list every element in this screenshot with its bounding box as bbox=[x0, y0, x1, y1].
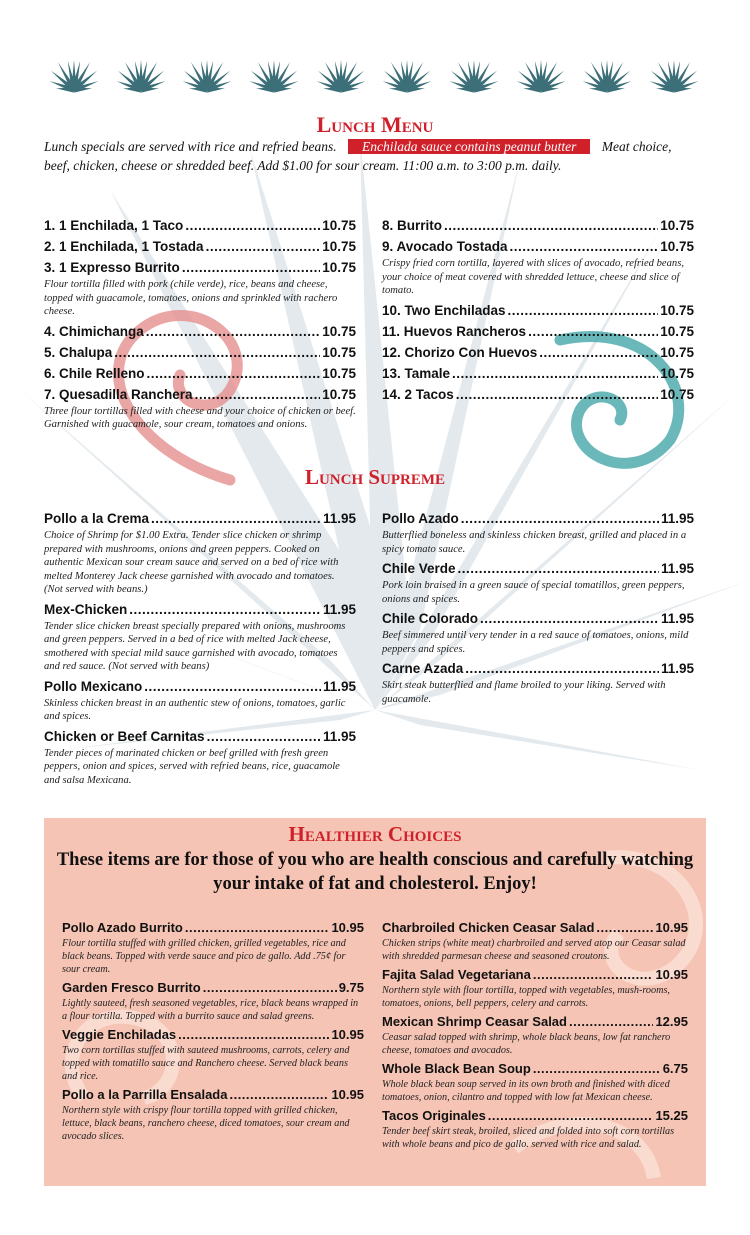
menu-item bbox=[382, 321, 694, 342]
menu-item-price: 10.75 bbox=[322, 344, 356, 360]
menu-item-price: 10.75 bbox=[660, 323, 694, 339]
menu-item-row bbox=[382, 965, 688, 984]
menu-item-row bbox=[382, 236, 694, 257]
menu-item bbox=[382, 1106, 688, 1151]
menu-item-name: 10. Two Enchiladas bbox=[382, 302, 506, 318]
menu-item-name: 5. Chalupa bbox=[44, 344, 113, 360]
menu-item-description: Skirt steak butterflied and flame broiled to your liking. Served with guacamole. bbox=[382, 680, 666, 705]
dot-leader bbox=[185, 215, 320, 236]
menu-item-price: 11.95 bbox=[322, 678, 356, 694]
menu-item-row bbox=[382, 1012, 688, 1031]
dot-leader bbox=[182, 257, 320, 278]
menu-item-price: 10.75 bbox=[322, 386, 356, 402]
menu-item-description: Two corn tortillas stuffed with sauteed mushrooms, carrots, celery and topped with tomatillo sauce and Ranchero cheese. Served black beans and rice. bbox=[62, 1045, 350, 1082]
menu-item bbox=[44, 257, 356, 319]
menu-item-price: 10.75 bbox=[322, 218, 356, 233]
menu-item bbox=[44, 236, 356, 257]
menu-item-row bbox=[44, 726, 356, 747]
dot-leader bbox=[539, 342, 658, 363]
menu-item-row bbox=[44, 508, 356, 529]
menu-item-row bbox=[62, 978, 364, 997]
dot-leader bbox=[146, 321, 320, 342]
agave-icon bbox=[644, 42, 704, 96]
menu-item-row bbox=[44, 342, 356, 363]
dot-leader bbox=[151, 508, 321, 529]
dot-leader bbox=[178, 1025, 329, 1044]
intro-text: Lunch specials are served with rice and refried beans. bbox=[44, 139, 337, 154]
dot-leader bbox=[147, 363, 321, 384]
menu-item-row bbox=[382, 363, 694, 384]
menu-item-description: Three flour tortillas filled with cheese and your choice of chicken or beef. Garnished with guacamole, sour cream, tomatoes and onions. bbox=[44, 405, 356, 430]
menu-item-description: Pork loin braised in a green sauce of special tomatillos, green peppers, onions and spices. bbox=[382, 580, 685, 605]
menu-item-price: 9.75 bbox=[338, 980, 364, 995]
menu-item-row bbox=[382, 558, 694, 579]
menu-item-row bbox=[382, 658, 694, 679]
menu-item-row bbox=[44, 236, 356, 257]
menu-item-name: 9. Avocado Tostada bbox=[382, 239, 508, 254]
menu-item-row bbox=[44, 215, 356, 236]
menu-item-name: Fajita Salad Vegetariana bbox=[382, 967, 531, 982]
dot-leader bbox=[465, 658, 659, 679]
menu-item bbox=[44, 508, 356, 597]
menu-item-row bbox=[62, 918, 364, 937]
menu-item-description: Tender beef skirt steak, broiled, sliced and folded into soft corn tortillas with whole beans and pico de gallo. served with rice and salad. bbox=[382, 1126, 675, 1150]
menu-item bbox=[382, 1059, 688, 1104]
healthier-left-column bbox=[62, 918, 364, 1145]
menu-item-name: Garden Fresco Burrito bbox=[62, 980, 201, 995]
menu-item-price: 10.75 bbox=[660, 386, 694, 402]
agave-icon bbox=[444, 42, 504, 96]
menu-item-row bbox=[382, 508, 694, 529]
dot-leader bbox=[144, 676, 321, 697]
lunch-menu-left-column bbox=[44, 215, 356, 434]
menu-item-row bbox=[382, 321, 694, 342]
menu-item-name: 3. 1 Expresso Burrito bbox=[44, 260, 180, 275]
lunch-supreme-title: Lunch Supreme bbox=[304, 465, 446, 489]
menu-item-name: Mex-Chicken bbox=[44, 601, 128, 617]
menu-item-row bbox=[44, 599, 356, 620]
dot-leader bbox=[508, 300, 659, 321]
menu-item-name: 13. Tamale bbox=[382, 365, 451, 381]
menu-item-description: Tender slice chicken breast specially prepared with onions, mushrooms and green peppers. Served in a bed of rice with melted Jack cheese, smothered with special mild sauce garnished with avocado, tomatoes and red sauce. (Not served with beans) bbox=[44, 620, 346, 672]
menu-item-price: 11.95 bbox=[660, 561, 694, 576]
menu-item bbox=[62, 978, 364, 1023]
menu-item bbox=[382, 215, 694, 236]
menu-item-price: 11.95 bbox=[322, 511, 356, 526]
menu-item-name: Pollo Azado Burrito bbox=[62, 920, 183, 935]
menu-item bbox=[62, 1085, 364, 1143]
menu-item bbox=[382, 342, 694, 363]
menu-item-name: Whole Black Bean Soup bbox=[382, 1061, 531, 1076]
menu-item-price: 10.95 bbox=[655, 967, 688, 982]
dot-leader bbox=[185, 918, 330, 937]
menu-item-name: 2. 1 Enchilada, 1 Tostada bbox=[44, 239, 204, 254]
menu-item-price: 10.75 bbox=[322, 323, 356, 339]
menu-item-price: 10.75 bbox=[660, 218, 694, 233]
menu-item bbox=[382, 384, 694, 405]
menu-item-price: 10.75 bbox=[660, 302, 694, 318]
dot-leader bbox=[444, 215, 658, 236]
dot-leader bbox=[207, 726, 321, 747]
menu-item-description: Flour tortilla stuffed with grilled chicken, grilled vegetables, rice and black beans. Topped with verde sauce and pico de gallo. Add .75¢ for sour cream. bbox=[62, 938, 346, 975]
menu-item-name: Chicken or Beef Carnitas bbox=[44, 728, 205, 744]
agave-icon bbox=[177, 42, 237, 96]
dot-leader bbox=[461, 508, 659, 529]
menu-item-row bbox=[44, 676, 356, 697]
dot-leader bbox=[456, 384, 658, 405]
menu-item-name: Pollo a la Crema bbox=[44, 511, 150, 526]
menu-item bbox=[382, 658, 694, 706]
menu-item bbox=[44, 676, 356, 724]
healthier-right-column bbox=[382, 918, 688, 1153]
menu-item-name: Chile Verde bbox=[382, 561, 456, 576]
menu-item-name: Pollo Azado bbox=[382, 511, 459, 526]
menu-item-name: 6. Chile Relleno bbox=[44, 365, 145, 381]
agave-icon bbox=[44, 42, 104, 96]
menu-item-row bbox=[382, 342, 694, 363]
lunch-menu-right-column bbox=[382, 215, 694, 405]
lunch-intro bbox=[44, 137, 694, 175]
agave-icon bbox=[311, 42, 371, 96]
menu-item-price: 11.95 bbox=[660, 611, 694, 626]
menu-item-description: Ceasar salad topped with shrimp, whole black beans, low fat ranchero cheese, tomatoes and avocados. bbox=[382, 1032, 671, 1056]
menu-item-row bbox=[382, 1059, 688, 1078]
menu-item-name: Carne Azada bbox=[382, 661, 464, 676]
lunch-menu-title: Lunch Menu bbox=[316, 112, 434, 137]
menu-item-row bbox=[382, 384, 694, 405]
menu-item-price: 10.95 bbox=[331, 1087, 364, 1102]
dot-leader bbox=[569, 1012, 653, 1031]
menu-item bbox=[382, 608, 694, 656]
menu-item-price: 10.75 bbox=[660, 344, 694, 360]
menu-item-name: 11. Huevos Rancheros bbox=[382, 323, 527, 339]
menu-item bbox=[382, 918, 688, 963]
menu-item-row bbox=[62, 1025, 364, 1044]
menu-item bbox=[382, 363, 694, 384]
menu-item-price: 10.75 bbox=[322, 260, 356, 275]
menu-item bbox=[44, 384, 356, 432]
menu-item-name: 4. Chimichanga bbox=[44, 323, 144, 339]
menu-item bbox=[44, 342, 356, 363]
menu-item-description: Lightly sauteed, fresh seasoned vegetables, rice, black beans wrapped in a flour tortilla. Topped with a burrito sauce and salad greens. bbox=[62, 998, 359, 1022]
menu-item-name: 1. 1 Enchilada, 1 Taco bbox=[44, 218, 184, 233]
menu-item-description: Crispy fried corn tortilla, layered with slices of avocado, refried beans, your choice of meat covered with shredded lettuce, cheese and slice of tomato. bbox=[382, 258, 684, 296]
menu-item-price: 10.75 bbox=[660, 365, 694, 381]
menu-item bbox=[44, 363, 356, 384]
lunch-supreme-left-column bbox=[44, 508, 356, 789]
menu-item-name: 14. 2 Tacos bbox=[382, 386, 454, 402]
agave-icon bbox=[244, 42, 304, 96]
agave-border bbox=[44, 42, 704, 96]
menu-item-description: Northern style with crispy flour tortilla topped with grilled chicken, lettuce, black beans, ranchero cheese, diced tomatoes, sour cream and avocado slices. bbox=[62, 1105, 350, 1142]
menu-item-price: 11.95 bbox=[660, 511, 694, 526]
dot-leader bbox=[229, 1085, 329, 1104]
menu-item-price: 10.75 bbox=[322, 365, 356, 381]
dot-leader bbox=[488, 1106, 654, 1125]
menu-item bbox=[382, 965, 688, 1010]
menu-item-description: Choice of Shrimp for $1.00 Extra. Tender slice chicken or shrimp prepared with mushrooms, onions and green peppers. Cooked on authentic Mexican sour cream sauce and served on a bed of rice with melted Monterey Jack cheese garnished with avocado and tomatoes. (Not served with beans.) bbox=[44, 530, 339, 595]
dot-leader bbox=[480, 608, 659, 629]
menu-item bbox=[62, 1025, 364, 1083]
menu-item-name: Tacos Originales bbox=[382, 1108, 486, 1123]
menu-item-row bbox=[382, 608, 694, 629]
menu-item-description: Tender pieces of marinated chicken or beef grilled with fresh green peppers, onion and spices, served with refried beans, rice, guacamole and salsa Mexicana. bbox=[44, 747, 340, 786]
menu-item-price: 12.95 bbox=[655, 1014, 688, 1029]
menu-item-description: Beef simmered until very tender in a red sauce of tomatoes, onions, mild peppers and spices. bbox=[382, 630, 689, 655]
menu-item-description: Flour tortilla filled with pork (chile verde), rice, beans and cheese, topped with guacamole, tomatoes, onions and sprinkled with rachero cheese. bbox=[44, 279, 338, 317]
menu-item bbox=[382, 558, 694, 606]
menu-item-row bbox=[62, 1085, 364, 1104]
intro-text-2: Meat choice, beef, chicken, cheese or shredded beef. Add $1.00 for sour cream. 11:00 a.m. to 3:00 p.m. daily. bbox=[44, 139, 672, 173]
menu-item-price: 10.75 bbox=[660, 239, 694, 254]
agave-icon bbox=[577, 42, 637, 96]
dot-leader bbox=[458, 558, 659, 579]
menu-item bbox=[382, 236, 694, 298]
menu-item bbox=[382, 1012, 688, 1057]
menu-item-row bbox=[44, 257, 356, 278]
dot-leader bbox=[129, 599, 321, 620]
menu-item-price: 10.75 bbox=[322, 239, 356, 254]
menu-item-price: 10.95 bbox=[331, 1027, 364, 1042]
menu-item-price: 11.95 bbox=[322, 601, 356, 617]
menu-item-price: 6.75 bbox=[662, 1061, 688, 1076]
healthier-choices-panel bbox=[44, 818, 706, 1186]
menu-item-description: Skinless chicken breast in an authentic stew of onions, tomatoes, garlic and spices. bbox=[44, 697, 346, 722]
menu-item-name: 7. Quesadilla Ranchera bbox=[44, 386, 193, 402]
dot-leader bbox=[195, 384, 321, 405]
dot-leader bbox=[452, 363, 658, 384]
menu-item-price: 11.95 bbox=[660, 661, 694, 676]
menu-item-row bbox=[44, 384, 356, 405]
menu-item-name: Pollo a la Parrilla Ensalada bbox=[62, 1087, 228, 1102]
menu-item bbox=[44, 726, 356, 788]
menu-item-name: Pollo Mexicano bbox=[44, 678, 143, 694]
menu-item-price: 10.95 bbox=[331, 920, 364, 935]
dot-leader bbox=[206, 236, 321, 257]
menu-item-name: 12. Chorizo Con Huevos bbox=[382, 344, 538, 360]
menu-item-row bbox=[382, 300, 694, 321]
menu-item bbox=[382, 508, 694, 556]
dot-leader bbox=[596, 918, 653, 937]
menu-item bbox=[62, 918, 364, 976]
menu-item-price: 10.95 bbox=[655, 920, 688, 935]
menu-item-row bbox=[382, 215, 694, 236]
peanut-warning-badge: Enchilada sauce contains peanut butter bbox=[348, 139, 590, 154]
menu-item-description: Northern style with flour tortilla, topped with vegetables, mush-rooms, tomatoes, onions, bell peppers, celery and carrots. bbox=[382, 985, 670, 1009]
dot-leader bbox=[114, 342, 320, 363]
menu-item-name: 8. Burrito bbox=[382, 218, 443, 233]
menu-item-description: Butterflied boneless and skinless chicken breast, grilled and placed in a spicy tomato sauce. bbox=[382, 530, 687, 555]
agave-icon bbox=[377, 42, 437, 96]
lunch-supreme-right-column bbox=[382, 508, 694, 708]
agave-icon bbox=[111, 42, 171, 96]
dot-leader bbox=[533, 965, 654, 984]
menu-item-name: Chile Colorado bbox=[382, 611, 479, 626]
dot-leader bbox=[203, 978, 337, 997]
menu-item-name: Mexican Shrimp Ceasar Salad bbox=[382, 1014, 567, 1029]
healthier-choices-title: Healthier Choices bbox=[288, 822, 462, 846]
agave-icon bbox=[511, 42, 571, 96]
dot-leader bbox=[510, 236, 659, 257]
menu-item bbox=[382, 300, 694, 321]
menu-item-row bbox=[44, 321, 356, 342]
menu-item-description: Chicken strips (white meat) charbroiled and served atop our Ceasar salad with shredded parmesan cheese and seasoned croutons. bbox=[382, 938, 686, 962]
dot-leader bbox=[533, 1059, 661, 1078]
menu-item-row bbox=[44, 363, 356, 384]
menu-item-name: Charbroiled Chicken Ceasar Salad bbox=[382, 920, 595, 935]
healthier-lead-text: These items are for those of you who are health conscious and carefully watching your intake of fat and cholesterol. Enjoy! bbox=[56, 850, 694, 894]
menu-item-price: 15.25 bbox=[655, 1108, 688, 1123]
menu-item bbox=[44, 599, 356, 674]
menu-item bbox=[44, 215, 356, 236]
dot-leader bbox=[528, 321, 658, 342]
menu-item-name: Veggie Enchiladas bbox=[62, 1027, 177, 1042]
menu-item-description: Whole black bean soup served in its own broth and finished with diced tomatoes, onion, cilantro and topped with low fat Mexican cheese. bbox=[382, 1079, 670, 1103]
menu-item-row bbox=[382, 918, 688, 937]
menu-item-row bbox=[382, 1106, 688, 1125]
menu-item bbox=[44, 321, 356, 342]
menu-item-price: 11.95 bbox=[322, 728, 356, 744]
